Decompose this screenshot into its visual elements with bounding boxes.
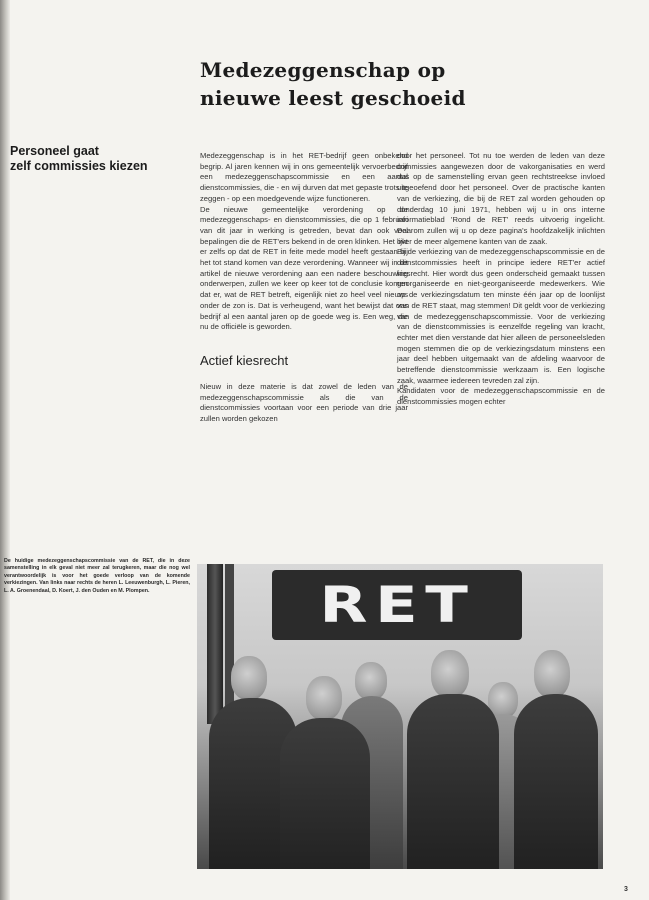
article-column-1 <box>200 151 408 425</box>
article-title-line-1: Medezeggenschap op <box>200 58 446 82</box>
article-kicker-line-2: zelf commissies kiezen <box>10 159 148 173</box>
group-photo <box>197 564 603 869</box>
paragraph: Medezeggenschap is in het RET-bedrijf geen onbekend begrip. Al jaren kennen wij in ons gemeentelijk vervoerbedrijf een medezeggenschapscommissie en een aantal dienstcommissies, die - en wij durven dat met gepaste trots te zeggen - op een moedgevende wijze functioneren. <box>200 151 408 203</box>
pole <box>207 564 223 724</box>
section-heading: Actief kiesrecht <box>200 352 289 368</box>
ret-sign-text: RET <box>319 576 475 634</box>
page-spine-shadow <box>0 0 10 900</box>
paragraph: De nieuwe gemeentelijke verordening op de medezeggenschaps- en dienstcommissies, die op 1 februari van dit jaar in werking is getreden, bevat dan ook veel bepalingen die de RET'ers bekend in de oren klinken. Het lijkt er zelfs op dat de RET in feite mede model heeft gestaan bij het tot stand komen van deze verordening. Wanneer wij in dit artikel de nieuwe verordening aan een nadere beschouwing onderwerpen, zullen we keer op keer tot de conclusie komen dat er, wat de RET betreft, eigenlijk niet zo heel veel nieuws onder de zon is. Dat is verheugend, want het bewijst dat ons bedrijf al een aantal jaren op de goede weg is. Een weg, die nu de officiële is geworden. <box>200 204 408 332</box>
page-number: 3 <box>624 886 628 893</box>
article-title-line-2: nieuwe leest geschoeid <box>200 86 466 110</box>
paragraph: Kandidaten voor de medezeggenschapscommissie en de dienstcommissies mogen echter <box>397 386 605 407</box>
article-kicker-line-1: Personeel gaat <box>10 144 99 158</box>
photo-caption: De huidige medezeggenschapscommissie van de RET, die in deze samenstelling in elk geval niet meer zal terugkeren, maar die nog wel verantwoordelijk is voor het goede verloop van de komende verkiezingen. Van links naar rechts de heren L. Leeuwenburgh, L. Pieren, L. A. Groenendaal, D. Koert, J. den Ouden en M. Plompen. <box>4 558 190 594</box>
article-kicker <box>10 144 185 174</box>
paragraph: Nieuw in deze materie is dat zowel de leden van de medezeggenschapscommissie als die van de dienstcommissies voortaan voor een periode van drie jaar zullen worden gekozen <box>200 381 408 424</box>
paragraph: Bij de verkiezing van de medezeggenschapscommissie en de dienstcommissies heeft in principe iedere RET'er actief kiesrecht. Hier wordt dus geen onderscheid gemaakt tussen georganiseerde en niet-georganiseerde medewerkers. Wie op de verkiezingsdatum ten minste één jaar op de loonlijst van de RET staat, mag stemmen! Dit geldt voor de verkiezing van de medezeggenschapscommissie. Voor de verkiezing van de dienstcommissies is eenzelfde regeling van kracht, echter met dien verstande dat hier alleen de personeelsleden mogen stemmen die op de verkiezingsdatum minstens een jaar deel hebben uitgemaakt van de afdeling waarvoor de betreffende dienstcommissie werkzaam is. Een logische zaak, waarmee iedereen tevreden zal zijn. <box>397 247 605 385</box>
ret-sign <box>272 570 522 640</box>
article-column-2 <box>397 151 605 408</box>
article-title <box>200 56 620 112</box>
pole <box>225 564 234 714</box>
paragraph: door het personeel. Tot nu toe werden de leden van deze commissies aangewezen door de vakorganisaties en werd dus op de samenstelling ervan geen rechtstreekse invloed uitgeoefend door het personeel. Over de practische kanten van de verkiezing, die bij de RET zal worden gehouden op donderdag 10 juni 1971, hebben wij u in ons interne informatieblad 'Rond de RET' reeds uitvoerig ingelicht. Daarom zullen wij u op deze pagina's hoofdzakelijk inlichten over de meer algemene kanten van de zaak. <box>397 151 605 246</box>
